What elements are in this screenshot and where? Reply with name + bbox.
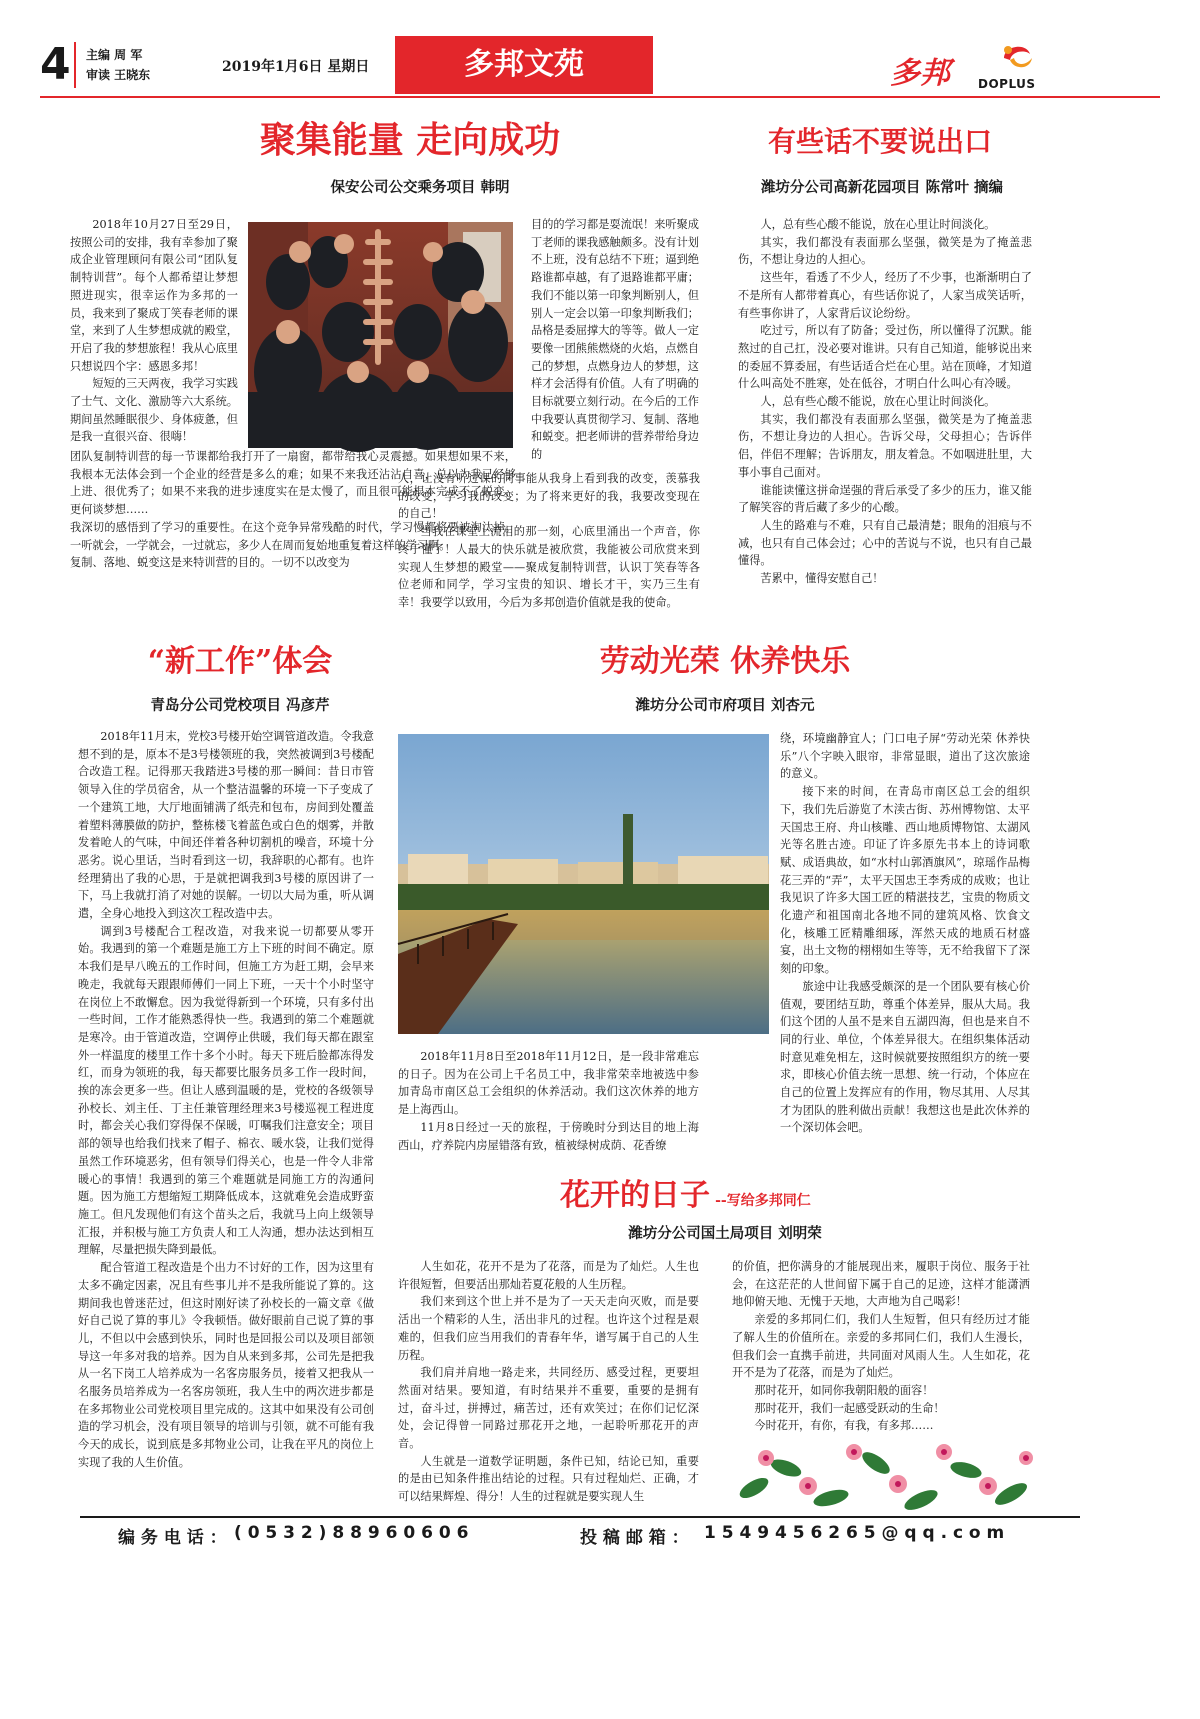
masthead-rule (40, 96, 1160, 98)
article-column (780, 730, 1030, 1164)
paragraph: 我深切的感悟到了学习的重要性。在这个竞争异常残酷的时代，学习慢都将要被淘汰掉。一听就会，一学就会，一过就忘，多少人在周而复始地重复着这样的学习啊。 (70, 520, 516, 552)
paragraph: 旅途中让我感受颇深的是一个团队要有核心价值观，要团结互助，尊重个体差异，服从大局。我们这个团的人虽不是来自五湖四海，但也是来自不同的行业、单位，个体差异很大。在组织集体活动时意见难免相左，这时候就要按照组织方的统一要求，即核心价值去统一思想、统一行动，个体应在自己的位置上发挥应有的作用，物尽其用、人尽其才为团队的胜利做出贡献！我想这也是此次休养的一个深切体会吧。 (780, 979, 1030, 1135)
article-title: 有些话不要说出口 (767, 125, 992, 158)
paragraph: 11月8日经过一天的旅程，于傍晚时分到达目的地上海西山，疗养院内房屋错落有致，植被绿树成荫、花香缭 (398, 1120, 699, 1152)
brand-name: DOPLUS (978, 77, 1036, 91)
submission-email-label: 投 稿 邮 箱 ： (580, 1528, 689, 1548)
article-title: 劳动光荣 休养快乐 (599, 644, 851, 679)
group-photo (248, 222, 513, 448)
paragraph: 接下来的时间，在青岛市南区总工会的组织下，我们先后游览了木渎古街、苏州博物馆、太平天国忠王府、舟山核雕、西山地质博物馆、太湖风光等名胜古迹。印证了许多原先书本上的诗词歌赋、成语典故，如“水村山郭酒旗风”，琼瑶作品梅花三弄的“弄”，太平天国忠王李秀成的成败；也让我见识了许多大国工匠的精湛技艺，宝贵的物质文化遗产和祖国南北各地不同的建筑风格、饮食文化，核雕工匠精雕细琢，浑然天成的地质石材盛宴，出土文物的栩栩如生等等，无不给我留下了深刻的印象。 (780, 785, 1030, 976)
paragraph: 2018年11月末，党校3号楼开始空调管道改造。令我意想不到的是，原本不是3号楼领班的我，突然被调到3号楼配合改造工程。记得那天我踏进3号楼的那一瞬间：昔日市管领导入住的学员宿舍，从一个整洁温馨的环境一下子变成了一个建筑工地，大厅地面铺满了纸壳和包布，房间到处覆盖着塑料薄膜做的防护，整栋楼飞着蓝色或白色的烟雾，并散发着呛人的气味，中间还伴着各种切割机的噪音，环境十分恶劣。说心里话，当时看到这一切，我辞职的心都有。也许经理猜出了我的心思，于是就把调我到3号楼的原因讲了一下，马上我就打消了对她的误解。一切以大局为重，听从调遣，全身心地投入到这次工程改造中去。 (78, 730, 374, 921)
article-byline: 潍坊分公司市府项目 刘杏元 (635, 697, 815, 714)
paragraph: 那时花开，我们一起感受跃动的生命！ (754, 1401, 945, 1415)
paragraph: 其实，我们都没有表面那么坚强，微笑是为了掩盖悲伤，不想让身边的人担心。 (738, 235, 1032, 267)
paragraph: 2018年11月8日至2018年11月12日，是一段非常难忘的日子。因为在公司上千名员工中，我非常荣幸地被选中参加青岛市南区总工会组织的休养活动。我们这次休养的地方是上海西山。 (398, 1050, 699, 1117)
paragraph: 人，总有些心酸不能说，放在心里让时间淡化。 (760, 395, 996, 409)
lake-photo (398, 734, 769, 1034)
page-number: 4 (40, 39, 71, 90)
article-column (398, 1048, 699, 1158)
paragraph: 亲爱的多邦同仁们，我们人生短暂，但只有经历过才能了解人生的价值所在。亲爱的多邦同仁们，我们人生漫长，但我们会一直携手前进，共同面对风雨人生。人生如花，花开不是为了花落，而是为了灿烂。 (732, 1313, 1030, 1380)
paragraph: 这些年，看透了不少人，经历了不少事，也渐渐明白了不是所有人都带着真心，有些话你说了，人家当成笑话听，有些事你讲了，人家背后议论纷纷。 (738, 271, 1032, 320)
paragraph: 我们来到这个世上并不是为了一天天走向灭败，而是要活出一个精彩的人生，活出非凡的过程。也许这个过程是艰难的，但我们应当用我们的青春年华，谱写属于自己的人生历程。 (398, 1295, 699, 1362)
paragraph: 绕，环境幽静宜人；门口电子屏“劳动光荣 休养快乐”八个字映入眼帘，非常显眼，道出了这次旅途的意义。 (780, 732, 1030, 781)
paragraph: 人，总有些心酸不能说，放在心里让时间淡化。 (760, 218, 996, 231)
article-column (398, 1258, 699, 1504)
paragraph: 那时花开，如同你我朝阳般的面容！ (754, 1383, 934, 1397)
submission-email: 1 5 4 9 4 5 6 2 6 5 @ q q . c o m (704, 1523, 1005, 1543)
article-column (398, 470, 700, 610)
article-title: “新工作”体会 (147, 644, 333, 679)
paragraph: 人生如花，花开不是为了花落，而是为了灿烂。人生也许很短暂，但要活出那灿若夏花般的人生历程。 (398, 1260, 699, 1291)
article-column (531, 216, 699, 468)
section-title: 多邦文苑 (464, 47, 584, 82)
paragraph: 目的的学习都是耍流氓！来听聚成丁老师的课我感触颇多。没有计划不上班，没有总结不下班；逼到绝路谁都卓越，有了退路谁都平庸；我们不能以第一印象判断别人，但别人一定会以第一印象判断我们；品格是委屈撑大的等等。做人一定要像一团熊熊燃烧的火焰，点燃自己的梦想，点燃身边人的梦想，这样才会活得有价值。人有了明确的目标就要立刻行动。在今后的工作中我要认真贯彻学习、复制、落地和蜕变。把老师讲的营养带给身边的 (531, 218, 699, 462)
article-byline: 保安公司公交乘务项目 韩明 (330, 179, 510, 196)
article-byline: 潍坊分公司国土局项目 刘明荣 (628, 1225, 822, 1242)
paragraph: 吃过亏，所以有了防备；受过伤，所以懂得了沉默。能熬过的自己扛，没必要对谁讲。只有自己知道，能够说出来的委屈不算委屈，有些话适合烂在心里。站在顶峰，才知道什么叫高处不胜寒，处在低谷，才明白什么叫心有冷暖。 (738, 324, 1032, 391)
paragraph: 配合管道工程改造是个出力不讨好的工作，因为这里有太多不确定因素，况且有些事儿并不是我所能说了算的。这期间我也曾迷茫过，但这时刚好读了孙校长的一篇文章《做好自己说了算的事儿》令我顿悟。做好眼前自己说了算的事儿，不但以中会感到快乐，同时也是回报公司以及项目部领导这一年多对我的培养。因为自从来到多邦，公司先是把我从一名下岗工人培养成为一名客房服务员，接着又把我从一名服务员培养成为一名客房领班，我人生中的两次进步都是在多邦物业公司党校项目里完成的。这其中如果没有公司创造的学习机会，没有项目领导的培训与引领，就不可能有我今天的成长，说到底是多邦物业公司，让我在平凡的岗位上实现了我的人生价值。 (78, 1261, 374, 1469)
article-title: 聚集能量 走向成功 (259, 119, 561, 161)
editorial-phone-label: 编 务 电 话 ： (118, 1528, 227, 1548)
paragraph: 当我在课堂上流泪的那一刻，心底里涌出一个声音，你终于懂了！人最大的快乐就是被欣赏，我能被公司欣赏来到实现人生梦想的殿堂——聚成复制特训营，认识丁笑春等各位老师和同学，学习宝贵的知识、增长才干，实乃三生有幸！我要学以致用，今后为多邦创造价值就是我的使命。 (398, 525, 700, 609)
article-column (732, 1258, 1030, 1433)
editorial-phone: ( 0 5 3 2 ) 8 8 9 6 0 6 0 6 (234, 1523, 469, 1543)
paragraph: 今时花开，有你，有我，有多邦…… (754, 1419, 934, 1433)
paragraph: 我们肩并肩地一路走来，共同经历、感受过程，更要坦然面对结果。要知道，有时结果并不重要，重要的是拥有过，奋斗过，拼搏过，痛苦过，还有欢笑过；在你们记忆深处，会记得曾一同路过那花开之地，一起聆听那花开的声音。 (398, 1366, 699, 1451)
editor-credit: 主编 周 军 (86, 48, 143, 62)
issue-date: 2019年1月6日 星期日 (222, 59, 370, 75)
article-subtitle: --写给多邦同仁 (715, 1193, 811, 1209)
reviewer-credit: 审读 王晓东 (86, 68, 151, 82)
paragraph: 短短的三天两夜，我学习实践了士气、文化、激励等六大系统。期间虽然睡眠很少、身体疲惫，但是我一直很兴奋、很嗨！ (70, 377, 238, 444)
paragraph: 团队复制特训营的每一节课都给我打开了一扇窗，都带给我心灵震撼。如果想如果不来，我根本无法体会到一个企业的经营是多么的难；如果不来我还沾沾自喜，总以为我已经够上进、很优秀了；如果不来我的进步速度实在是太慢了，而且很可能根本完成不了蜕变、更何谈梦想…… (70, 450, 516, 517)
paragraph: 其实，我们都没有表面那么坚强，微笑是为了掩盖悲伤，不想让身边的人担心。告诉父母，父母担心；告诉伴侣，伴侣不理解；告诉朋友，朋友着急。不如咽进肚里，大事小事自己面对。 (738, 412, 1032, 479)
doplus-logo-icon (996, 40, 1036, 76)
article-byline: 青岛分公司党校项目 冯彦芹 (150, 697, 330, 714)
paragraph: 的价值，把你满身的才能展现出来，履职于岗位、服务于社会，在这茫茫的人世间留下属于自己的足迹，这样才能潇洒地仰俯天地、无愧于天地，大声地为自己喝彩！ (732, 1260, 1030, 1309)
paragraph: 调到3号楼配合工程改造，对我来说一切都要从零开始。我遇到的第一个难题是施工方上下班的时间不确定。原本我们是早八晚五的工作时间，但施工方为赶工期，会早来晚走，我就每天跟跟师傅们一同上下班，一天十个小时坚守在岗位上不敢懈怠。因为我觉得新到一个环境，只有多付出一些时间，工作才能熟悉得快一些。我遇到的第二个难题就是寒冷。由于管道改造，空调停止供暖，我们每天都在跟室外一样温度的楼里工作十多个小时。每天下班后脸都冻得发红，而身为领班的我，每天都要比服务员多工作一段时间，挨的冻会更多一些。但让人感到温暖的是，党校的各级领导孙校长、刘主任、丁主任兼管理经理来3号楼巡视工程进度时，都会关心我们穿得保不保暖，叮嘱我们注意安全；项目部的领导也给我们找来了帽子、棉衣、暖水袋，让我们觉得虽然工作环境恶劣，但有领导们得关心，也是一件令人非常暖心的事情！我遇到的第三个难题就是同施工方的沟通问题。因为施工方想缩短工期降低成本，这就难免会造成野蛮施工。但凡发现他们有这个苗头之后，我就马上向上级领导汇报，并积极与施工方负责人和工人沟通，想办法达到相互理解，尽量把损失降到最低。 (78, 924, 374, 1257)
paragraph: 人生的路难与不难，只有自己最清楚；眼角的泪痕与不减，也只有自己体会过；心中的苦说与不说，也只有自己最懂得。 (738, 518, 1032, 568)
paragraph: 苦累中，懂得安慰自己！ (760, 572, 884, 586)
paragraph: 复制、落地、蜕变这是来特训营的目的。一切不以改变为 (70, 556, 350, 570)
brand-script: 多邦 (890, 56, 950, 91)
article-byline: 潍坊分公司高新花园项目 陈常叶 摘编 (760, 179, 1004, 196)
article-column (70, 216, 238, 486)
article-title-row (560, 1176, 900, 1216)
page-number-divider (74, 42, 76, 88)
article-title: 花开的日子 (560, 1178, 710, 1213)
paragraph: 人，让没有听过课的同事能从我身上看到我的改变，羡慕我的改变，学习我的改变；为了将来更好的我，我要改变现在的自己！ (398, 472, 700, 521)
article-column (78, 728, 374, 1469)
paragraph: 人生就是一道数学证明题，条件已知，结论已知，重要的是由已知条件推出结论的过程。只有过程灿烂、正确，才可以结果辉煌、得分！人生的过程就是要实现人生 (398, 1454, 699, 1504)
flower-decoration (736, 1428, 1036, 1520)
article-column (738, 216, 1032, 616)
paragraph: 谁能读懂这拼命逞强的背后承受了多少的压力，谁又能了解笑容的背后藏了多少的心酸。 (738, 483, 1032, 515)
paragraph: 2018年10月27日至29日，按照公司的安排，我有幸参加了聚成企业管理顾问有限公司“团队复制特训营”。每个人都希望让梦想照进现实，很幸运作为多邦的一员，我来到了聚成丁笑春老师的课堂，来到了人生梦想成就的殿堂，开启了我的梦想旅程！我从心底里只想说四个字：感恩多邦！ (70, 218, 238, 373)
footer-rule (80, 1516, 1080, 1518)
